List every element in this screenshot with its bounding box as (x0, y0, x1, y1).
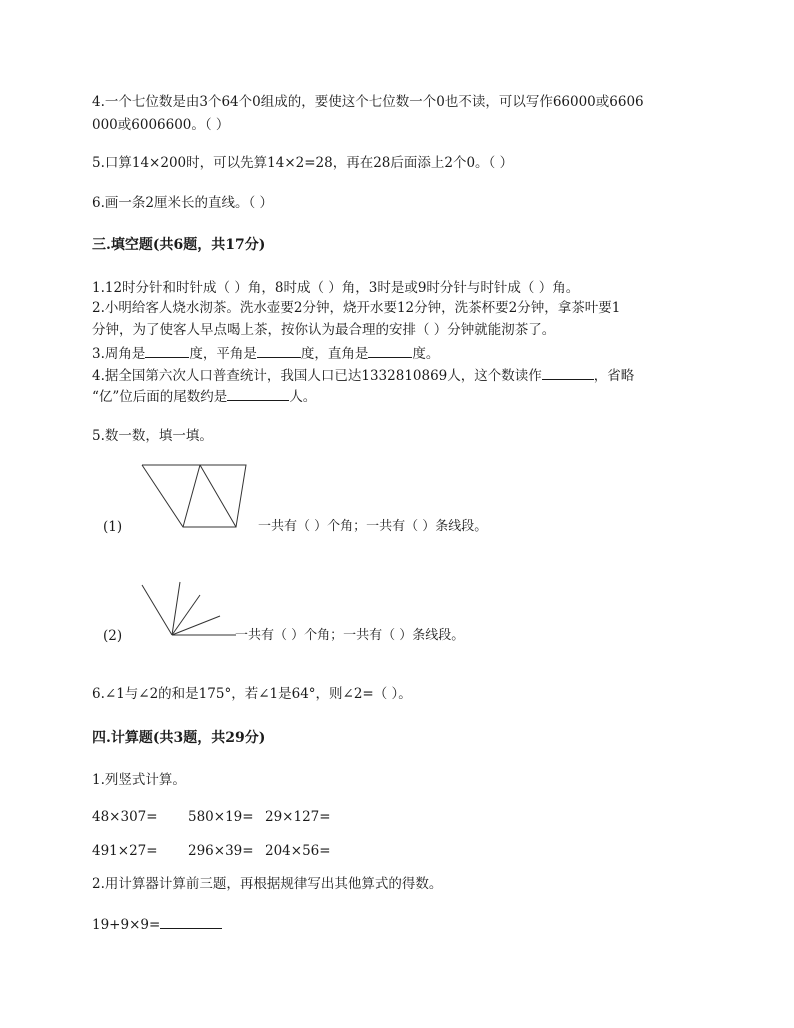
blank-read-number[interactable] (542, 365, 594, 380)
section3-title: 三.填空题(共6题，共17分) (92, 237, 266, 253)
calc-item: 580×19= (188, 809, 254, 825)
judge-q4-line1: 4.一个七位数是由3个64个0组成的，要使这个七位数一个0也不读，可以写作66000或6606 (92, 94, 644, 110)
fill-q1: 1.12时分针和时针成（ ）角，8时成（ ）角，3时是或9时分针与时针成（ ）角。 (92, 280, 580, 296)
calc-item: 296×39= (188, 843, 254, 859)
fill-q6: 6.∠1与∠2的和是175°，若∠1是64°，则∠2=（ ）。 (92, 686, 412, 702)
fill-q4-line1 (92, 365, 634, 386)
blank-right-angle[interactable] (368, 343, 412, 358)
calc-item: 29×127= (265, 809, 331, 825)
blank-approx[interactable] (227, 386, 289, 401)
fill-q3 (92, 343, 439, 364)
fill-q2-line1: 2.小明给客人烧水沏茶。洗水壶要2分钟，烧开水要12分钟，洗茶杯要2分钟，拿茶叶要1 (92, 300, 621, 316)
fig2-label: (2) (103, 628, 123, 644)
fig1-label: (1) (103, 519, 123, 535)
fill-q2-line2: 分钟，为了使客人早点喝上茶，按你认为最合理的安排（ ）分钟就能沏茶了。 (92, 322, 556, 338)
fill-q4-a: 4.据全国第六次人口普查统计，我国人口已达1332810869人，这个数读作 (92, 368, 542, 384)
calc-q2-eq-text: 19+9×9= (92, 917, 161, 933)
calc-item: 204×56= (265, 843, 331, 859)
blank-full-angle[interactable] (145, 343, 189, 358)
calc-q2: 2.用计算器计算前三题，再根据规律写出其他算式的得数。 (92, 876, 443, 892)
fill-q3-c: 度，直角是 (300, 346, 369, 362)
judge-q5: 5.口算14×200时，可以先算14×2=28，再在28后面添上2个0。（ ） (92, 155, 514, 171)
calc-item: 491×27= (92, 843, 158, 859)
section4-title: 四.计算题(共3题，共29分) (92, 730, 266, 746)
calc-q1: 1.列竖式计算。 (92, 772, 186, 788)
judge-q6: 6.画一条2厘米长的直线。（ ） (92, 195, 274, 211)
calc-item: 48×307= (92, 809, 158, 825)
fill-q4-b: ，省略 (593, 368, 635, 384)
blank-straight-angle[interactable] (257, 343, 301, 358)
ray-2 (172, 582, 180, 635)
figure-trapezoid (140, 462, 250, 532)
fill-q3-b: 度，平角是 (189, 346, 257, 362)
fill-q3-d: 度。 (412, 346, 440, 362)
fill-q3-a: 3.周角是 (92, 346, 146, 362)
fig2-text: 一共有（ ）个角；一共有（ ）条线段。 (235, 628, 465, 643)
figure-rays (140, 580, 240, 640)
fill-q5: 5.数一数，填一填。 (92, 428, 213, 444)
fill-q4-line2 (92, 386, 316, 407)
trapezoid-diagonal-1 (183, 465, 200, 527)
ray-1 (142, 585, 172, 635)
trapezoid-diagonal-2 (200, 465, 236, 527)
fill-q4-c: “亿”位后面的尾数约是 (92, 389, 228, 405)
judge-q4-line2: 000或6006600。（ ） (92, 117, 230, 133)
fig1-text: 一共有（ ）个角；一共有（ ）条线段。 (258, 519, 488, 534)
blank-answer[interactable] (160, 914, 222, 929)
calc-q2-eq (92, 914, 222, 935)
fill-q4-d: 人。 (289, 389, 317, 405)
